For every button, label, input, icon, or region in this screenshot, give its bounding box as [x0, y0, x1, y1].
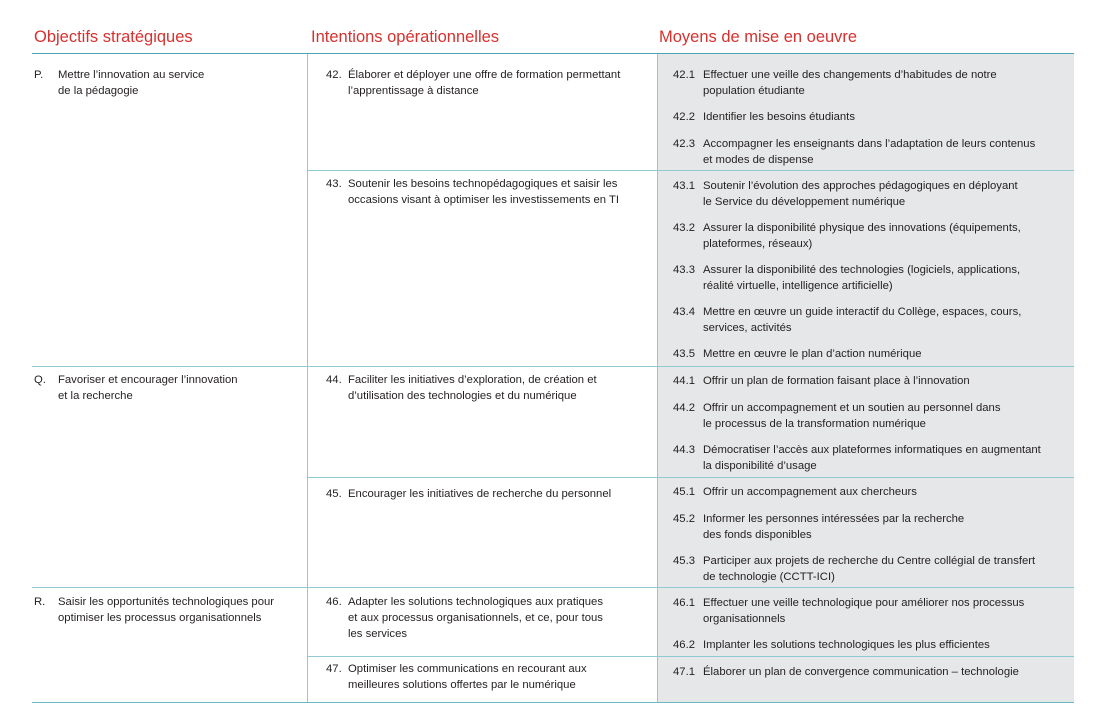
row-divider: [32, 366, 1074, 367]
means-number: 44.1: [673, 375, 695, 387]
column-divider: [307, 54, 308, 702]
column-header-moyens: Moyens de mise en oeuvre: [659, 28, 858, 46]
column-header-objectifs: Objectifs stratégiques: [34, 28, 193, 46]
intention-number: 46.: [326, 596, 342, 608]
intention-text: Optimiser les communications en recourant aux meilleures solutions offertes par le numérique: [348, 663, 587, 691]
means-text: Offrir un accompagnement et un soutien au personnel dans le processus de la transformation numérique: [703, 402, 1001, 430]
means-text: Informer les personnes intéressées par la recherche des fonds disponibles: [703, 513, 965, 541]
intention-text: Faciliter les initiatives d’exploration, de création et d’utilisation des technologies et du numérique: [348, 374, 597, 402]
intention-text: Soutenir les besoins technopédagogiques et saisir les occasions visant à optimiser les investissements en TI: [348, 178, 620, 206]
means-text: Mettre en œuvre un guide interactif du Collège, espaces, cours, services, activités: [703, 306, 1022, 334]
means-number: 42.3: [673, 138, 695, 150]
means-number: 43.2: [673, 222, 695, 234]
means-text: Élaborer un plan de convergence communication – technologie: [703, 666, 1019, 678]
objective-text: Saisir les opportunités technologiques pour optimiser les processus organisationnels: [58, 596, 275, 624]
means-number: 46.1: [673, 597, 695, 609]
row-divider: [32, 587, 1074, 588]
means-number: 47.1: [673, 666, 695, 678]
means-text: Participer aux projets de recherche du Centre collégial de transfert de technologie (CCTT-ICI): [703, 555, 1036, 583]
means-number: 43.5: [673, 348, 695, 360]
means-number: 45.2: [673, 513, 695, 525]
row-divider: [307, 170, 1074, 171]
means-number: 45.3: [673, 555, 695, 567]
column-divider: [657, 54, 658, 702]
bottom-rule: [32, 702, 1074, 703]
means-number: 44.3: [673, 444, 695, 456]
means-text: Soutenir l’évolution des approches pédagogiques en déployant le Service du développement numérique: [703, 180, 1018, 208]
means-text: Effectuer une veille des changements d’habitudes de notre population étudiante: [703, 69, 997, 97]
intention-number: 43.: [326, 178, 342, 190]
means-number: 42.2: [673, 111, 695, 123]
means-number: 43.4: [673, 306, 695, 318]
intention-number: 42.: [326, 69, 342, 81]
means-text: Identifier les besoins étudiants: [703, 111, 855, 123]
means-text: Mettre en œuvre le plan d’action numérique: [703, 348, 922, 360]
intention-text: Encourager les initiatives de recherche du personnel: [348, 488, 612, 500]
objective-letter: R.: [34, 596, 46, 608]
objective-letter: Q.: [34, 374, 46, 386]
means-text: Accompagner les enseignants dans l’adaptation de leurs contenus et modes de dispense: [703, 138, 1036, 166]
means-text: Démocratiser l’accès aux plateformes informatiques en augmentant la disponibilité d’usage: [703, 444, 1041, 472]
means-number: 42.1: [673, 69, 695, 81]
means-text: Assurer la disponibilité physique des innovations (équipements, plateformes, réseaux): [703, 222, 1021, 250]
intention-number: 44.: [326, 374, 342, 386]
means-number: 45.1: [673, 486, 695, 498]
intention-number: 45.: [326, 488, 342, 500]
intention-number: 47.: [326, 663, 342, 675]
objective-letter: P.: [34, 69, 44, 81]
intention-text: Adapter les solutions technologiques aux pratiques et aux processus organisationnels, et ce, pour tous les services: [348, 596, 603, 640]
means-text: Offrir un plan de formation faisant place à l’innovation: [703, 375, 970, 387]
means-text: Offrir un accompagnement aux chercheurs: [703, 486, 917, 498]
means-text: Implanter les solutions technologiques les plus efficientes: [703, 639, 990, 651]
intention-text: Élaborer et déployer une offre de formation permettant l’apprentissage à distance: [348, 69, 621, 97]
means-number: 46.2: [673, 639, 695, 651]
objective-text: Mettre l’innovation au service de la pédagogie: [58, 69, 205, 97]
means-number: 43.1: [673, 180, 695, 192]
column-header-intentions: Intentions opérationnelles: [311, 28, 500, 46]
objective-text: Favoriser et encourager l’innovation et la recherche: [58, 374, 238, 402]
means-text: Effectuer une veille technologique pour améliorer nos processus organisationnels: [703, 597, 1025, 625]
row-divider: [307, 477, 1074, 478]
row-divider: [307, 656, 1074, 657]
means-number: 44.2: [673, 402, 695, 414]
means-number: 43.3: [673, 264, 695, 276]
means-text: Assurer la disponibilité des technologies (logiciels, applications, réalité virtuelle, intelligence artificielle): [703, 264, 1021, 292]
